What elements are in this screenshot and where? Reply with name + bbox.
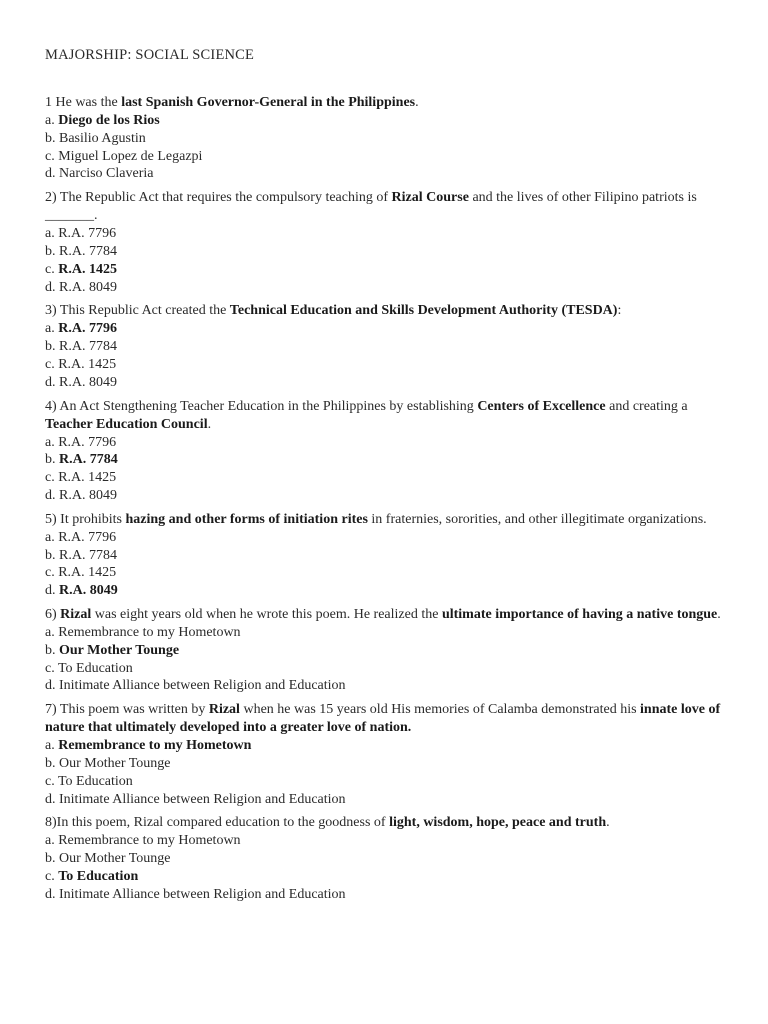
stem-text: : — [617, 303, 622, 319]
option-text-correct: R.A. 8049 — [59, 583, 118, 599]
answer-option — [45, 755, 735, 773]
answer-option — [45, 148, 735, 166]
stem-emphasis: Centers of Excellence — [477, 398, 606, 414]
answer-option — [45, 469, 735, 487]
answer-option — [45, 529, 735, 547]
answer-option — [45, 660, 735, 678]
option-letter: a. — [45, 226, 59, 242]
option-letter: b. — [45, 130, 59, 146]
option-text: To Education — [57, 773, 133, 789]
stem-text: and the lives of other Filipino patriots is _______. — [45, 190, 697, 224]
option-letter: d. — [45, 583, 59, 599]
option-letter: c. — [45, 261, 59, 277]
option-text-correct: R.A. 1425 — [58, 261, 117, 277]
stem-text: 1 He was the — [45, 95, 122, 110]
option-letter: c. — [45, 565, 59, 581]
option-letter: a. — [45, 321, 59, 337]
stem-text: . — [717, 606, 721, 622]
stem-emphasis: Rizal — [60, 606, 92, 622]
option-text: R.A. 8049 — [59, 279, 117, 295]
option-text: Our Mother Tounge — [59, 755, 171, 771]
option-text: Our Mother Tounge — [59, 851, 171, 867]
option-letter: b. — [45, 755, 59, 771]
option-text-correct: To Education — [58, 868, 139, 884]
option-letter: a. — [45, 113, 59, 128]
stem-text: was eight years old when he wrote this poem. He realized the — [91, 606, 442, 622]
option-letter: c. — [45, 148, 59, 164]
answer-option — [45, 487, 735, 505]
option-text: R.A. 7796 — [58, 529, 117, 545]
option-letter: d. — [45, 678, 59, 694]
option-letter: b. — [45, 243, 59, 259]
question-3 — [45, 302, 735, 391]
stem-text: . — [415, 95, 419, 110]
question-7 — [45, 701, 735, 808]
answer-option — [45, 791, 735, 809]
option-text-correct: Our Mother Tounge — [59, 642, 180, 658]
question-stem — [45, 189, 735, 225]
stem-text: 2) The Republic Act that requires the compulsory teaching of — [45, 190, 392, 206]
stem-text: 3) This Republic Act created the — [45, 303, 230, 319]
option-text: R.A. 1425 — [58, 356, 117, 372]
option-letter: a. — [45, 434, 59, 450]
stem-emphasis: light, wisdom, hope, peace and truth — [389, 815, 607, 831]
question-stem — [45, 606, 735, 624]
answer-option — [45, 225, 735, 243]
answer-option — [45, 338, 735, 356]
option-text: R.A. 7784 — [59, 547, 117, 563]
document-page — [45, 44, 735, 910]
answer-option — [45, 374, 735, 392]
option-letter: d. — [45, 374, 59, 390]
option-letter: d. — [45, 886, 59, 902]
option-letter: c. — [45, 773, 58, 789]
stem-emphasis: Teacher Education Council — [45, 416, 208, 432]
question-stem — [45, 398, 735, 434]
option-text: R.A. 1425 — [58, 470, 117, 486]
stem-text: 5) It prohibits — [45, 511, 126, 527]
stem-text: . — [606, 815, 610, 831]
answer-option — [45, 677, 735, 695]
answer-option — [45, 737, 735, 755]
stem-text: when he was 15 years old His memories of Calamba demonstrated his — [239, 702, 641, 718]
option-letter: a. — [45, 529, 59, 545]
option-text: R.A. 8049 — [59, 487, 117, 503]
option-text: Initimate Alliance between Religion and Education — [59, 678, 346, 694]
option-letter: d. — [45, 791, 59, 807]
question-2 — [45, 189, 735, 296]
question-stem — [45, 701, 735, 737]
option-letter: b. — [45, 642, 59, 658]
answer-option — [45, 773, 735, 791]
answer-option — [45, 165, 735, 183]
answer-option — [45, 886, 735, 904]
question-1 — [45, 94, 735, 183]
answer-option — [45, 547, 735, 565]
answer-option — [45, 642, 735, 660]
option-letter: a. — [45, 624, 59, 640]
answer-option — [45, 261, 735, 279]
question-5 — [45, 511, 735, 600]
question-stem — [45, 302, 735, 320]
stem-text: 8)In this poem, Rizal compared education to the goodness of — [45, 815, 390, 831]
option-letter: b. — [45, 547, 59, 563]
option-text-correct: Diego de los Rios — [58, 113, 160, 128]
option-text: Miguel Lopez de Legazpi — [58, 148, 203, 164]
answer-option — [45, 868, 735, 886]
option-letter: d. — [45, 487, 59, 503]
question-stem — [45, 511, 735, 529]
option-text: R.A. 8049 — [59, 374, 117, 390]
answer-option — [45, 243, 735, 261]
option-text-correct: R.A. 7796 — [58, 321, 117, 337]
answer-option — [45, 451, 735, 469]
option-letter: c. — [45, 356, 59, 372]
stem-text: 6) — [45, 606, 61, 622]
option-text-correct: R.A. 7784 — [59, 452, 118, 468]
question-stem — [45, 94, 735, 112]
question-4 — [45, 398, 735, 505]
stem-text: . — [207, 416, 212, 432]
answer-option — [45, 582, 735, 600]
option-letter: d. — [45, 279, 59, 295]
option-letter: a. — [45, 833, 59, 849]
option-text: Initimate Alliance between Religion and Education — [59, 886, 346, 902]
option-text: Basilio Agustin — [59, 130, 146, 146]
option-letter: d. — [45, 166, 59, 182]
option-text: R.A. 7796 — [58, 226, 117, 242]
question-list — [45, 94, 735, 904]
option-text: Narciso Claveria — [59, 166, 154, 182]
option-letter: c. — [45, 470, 59, 486]
answer-option — [45, 279, 735, 297]
answer-option — [45, 356, 735, 374]
option-text: R.A. 1425 — [58, 565, 117, 581]
answer-option — [45, 320, 735, 338]
stem-emphasis: last Spanish Governor-General in the Philippines — [121, 95, 416, 110]
answer-option — [45, 564, 735, 582]
option-text: R.A. 7796 — [58, 434, 117, 450]
stem-emphasis: Rizal — [208, 702, 240, 718]
stem-emphasis: ultimate importance of having a native tongue — [441, 606, 718, 622]
stem-emphasis: Rizal Course — [391, 190, 469, 206]
stem-text: 7) This poem was written by — [45, 702, 209, 718]
question-8 — [45, 814, 735, 903]
answer-option — [45, 832, 735, 850]
option-letter: a. — [45, 738, 59, 754]
answer-option — [45, 624, 735, 642]
option-text-correct: Remembrance to my Hometown — [58, 738, 252, 754]
stem-emphasis: Technical Education and Skills Development Authority (TESDA) — [229, 303, 618, 319]
page-title: MAJORSHIP: SOCIAL SCIENCE — [45, 47, 255, 63]
stem-text: in fraternies, sororities, and other illegitimate organizations. — [367, 511, 707, 527]
question-stem — [45, 814, 735, 832]
answer-option — [45, 130, 735, 148]
question-6 — [45, 606, 735, 695]
stem-text: and creating a — [605, 398, 688, 414]
answer-option — [45, 112, 735, 130]
option-text: Remembrance to my Hometown — [58, 833, 241, 849]
answer-option — [45, 434, 735, 452]
option-letter: b. — [45, 452, 59, 468]
option-letter: c. — [45, 868, 59, 884]
answer-option — [45, 850, 735, 868]
option-text: R.A. 7784 — [59, 339, 117, 355]
stem-emphasis: hazing and other forms of initiation rites — [125, 511, 368, 527]
option-letter: b. — [45, 851, 59, 867]
option-text: Initimate Alliance between Religion and Education — [59, 791, 346, 807]
option-letter: c. — [45, 660, 58, 676]
stem-emphasis: innate love of nature that ultimately developed into a greater love of nation. — [45, 702, 721, 736]
option-text: R.A. 7784 — [59, 243, 117, 259]
option-text: To Education — [57, 660, 133, 676]
stem-text: 4) An Act Stengthening Teacher Education in the Philippines by establishing — [45, 398, 478, 414]
option-text: Remembrance to my Hometown — [58, 624, 241, 640]
option-letter: b. — [45, 339, 59, 355]
